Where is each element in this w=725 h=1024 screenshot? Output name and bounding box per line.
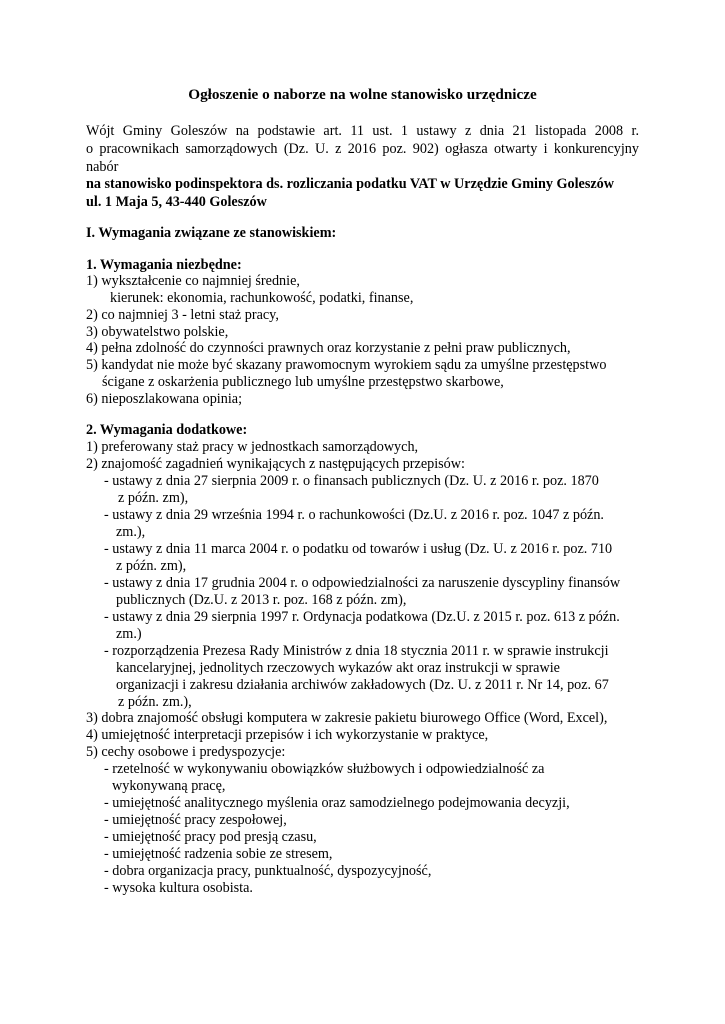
subsection-heading: 2. Wymagania dodatkowe:	[86, 422, 248, 438]
list-item: 4) pełna zdolność do czynności prawnych oraz korzystanie z pełni praw publicznych,	[86, 340, 571, 356]
intro-line: nabór	[86, 159, 119, 175]
list-item: 1) preferowany staż pracy w jednostkach samorządowych,	[86, 439, 419, 455]
list-item: - umiejętność pracy zespołowej,	[104, 812, 287, 828]
list-item: ścigane z oskarżenia publicznego lub umyślne przestępstwo skarbowe,	[102, 374, 504, 390]
list-item: organizacji i zakresu działania archiwów zakładowych (Dz. U. z 2011 r. Nr 14, poz. 67	[116, 677, 609, 693]
list-item: zm.),	[116, 524, 146, 540]
list-item: - dobra organizacja pracy, punktualność, dyspozycyjność,	[104, 863, 432, 879]
list-item: kierunek: ekonomia, rachunkowość, podatki, finanse,	[110, 290, 414, 306]
list-item: 5) cechy osobowe i predyspozycje:	[86, 744, 286, 760]
list-item: z późn. zm.),	[118, 694, 192, 710]
list-item: - umiejętność radzenia sobie ze stresem,	[104, 846, 333, 862]
list-item: - rozporządzenia Prezesa Rady Ministrów z dnia 18 stycznia 2011 r. w sprawie instrukcji	[104, 643, 609, 659]
page-title: Ogłoszenie o naborze na wolne stanowisko urzędnicze	[188, 86, 537, 103]
position-name: na stanowisko podinspektora ds. rozliczania podatku VAT w Urzędzie Gminy Goleszów	[86, 176, 615, 192]
list-item: z późn. zm),	[118, 490, 189, 506]
list-item: kancelaryjnej, jednolitych rzeczowych wykazów akt oraz instrukcji w sprawie	[116, 660, 560, 676]
subsection-heading: 1. Wymagania niezbędne:	[86, 257, 242, 273]
list-item: z późn. zm),	[116, 558, 187, 574]
list-item: 2) znajomość zagadnień wynikających z następujących przepisów:	[86, 456, 465, 472]
list-item: - ustawy z dnia 27 sierpnia 2009 r. o finansach publicznych (Dz. U. z 2016 r. poz. 1870	[104, 473, 599, 489]
list-item: - ustawy z dnia 17 grudnia 2004 r. o odpowiedzialności za naruszenie dyscypliny finansów	[104, 575, 621, 591]
list-item: 3) dobra znajomość obsługi komputera w zakresie pakietu biurowego Office (Word, Excel),	[86, 710, 608, 726]
office-address: ul. 1 Maja 5, 43-440 Goleszów	[86, 194, 267, 210]
list-item: 3) obywatelstwo polskie,	[86, 324, 229, 340]
list-item: - umiejętność analitycznego myślenia oraz samodzielnego podejmowania decyzji,	[104, 795, 570, 811]
section-heading: I. Wymagania związane ze stanowiskiem:	[86, 225, 337, 241]
list-item: - wysoka kultura osobista.	[104, 880, 253, 896]
list-item: 2) co najmniej 3 - letni staż pracy,	[86, 307, 279, 323]
list-item: publicznych (Dz.U. z 2013 r. poz. 168 z późn. zm),	[116, 592, 407, 608]
list-item: - umiejętność pracy pod presją czasu,	[104, 829, 317, 845]
list-item: 4) umiejętność interpretacji przepisów i ich wykorzystanie w praktyce,	[86, 727, 489, 743]
list-item: 6) nieposzlakowana opinia;	[86, 391, 243, 407]
list-item: 5) kandydat nie może być skazany prawomocnym wyrokiem sądu za umyślne przestępstwo	[86, 357, 607, 373]
list-item: - ustawy z dnia 29 sierpnia 1997 r. Ordynacja podatkowa (Dz.U. z 2015 r. poz. 613 z późn.	[104, 609, 620, 625]
list-item: - rzetelność w wykonywaniu obowiązków służbowych i odpowiedzialność za	[104, 761, 545, 777]
list-item: 1) wykształcenie co najmniej średnie,	[86, 273, 300, 289]
intro-line: o pracownikach samorządowych (Dz. U. z 2016 poz. 902) ogłasza otwarty i konkurencyjny	[86, 141, 639, 157]
list-item: - ustawy z dnia 11 marca 2004 r. o podatku od towarów i usług (Dz. U. z 2016 r. poz. 710	[104, 541, 613, 557]
list-item: zm.)	[116, 626, 142, 642]
list-item: wykonywaną pracę,	[112, 778, 226, 794]
intro-line: Wójt Gminy Goleszów na podstawie art. 11 ust. 1 ustawy z dnia 21 listopada 2008 r.	[86, 123, 639, 139]
list-item: - ustawy z dnia 29 września 1994 r. o rachunkowości (Dz.U. z 2016 r. poz. 1047 z późn.	[104, 507, 604, 523]
